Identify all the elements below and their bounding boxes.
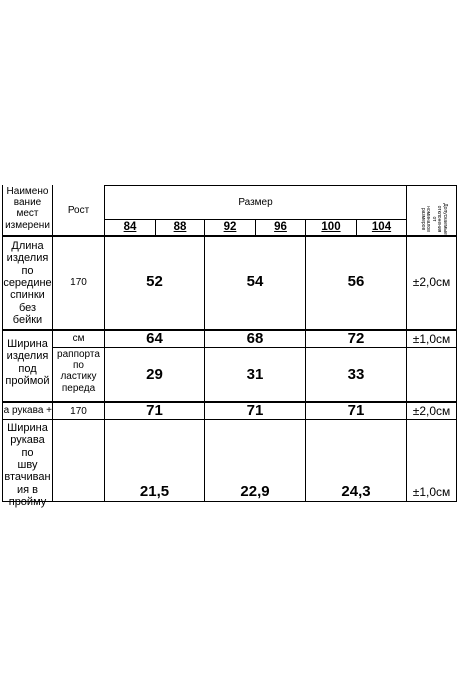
- row-height-back-length: 170: [70, 277, 87, 288]
- size-84: 84: [123, 221, 137, 233]
- row-value-sleeve-100-104: 71: [347, 402, 365, 419]
- row-height-sleeve: 170: [70, 406, 87, 417]
- row-value-sleeve-width-100-104: 24,3: [341, 483, 371, 500]
- header-size-group: Размер: [238, 197, 273, 208]
- row-value-width-underarm-84-88: 29: [146, 366, 163, 383]
- row-tolerance-sleeve-width: ±1,0см: [412, 485, 451, 499]
- header-name-column: Наимено вание мест измерени: [5, 186, 50, 231]
- row-tolerance-sleeve: ±2,0см: [412, 404, 451, 418]
- row-label-back-length: Длина изделия по середине спинки без бейки: [3, 240, 52, 326]
- header-tolerance-column: Допускаемые отклонения от номиналов размеров: [420, 203, 448, 235]
- size-104: 104: [371, 221, 392, 233]
- size-88: 88: [173, 221, 187, 233]
- row-value-width-underarm-92-96: 31: [246, 366, 264, 383]
- row-value-sleeve-92-96: 71: [246, 402, 264, 419]
- grid-line-size-88-92: [204, 219, 205, 502]
- grid-line-bottom: [2, 501, 457, 502]
- grid-line-header-bottom: [2, 235, 457, 237]
- row-value-width-underarm-100-104: 33: [347, 366, 365, 383]
- row-label-sleeve-width: Ширина рукава по шву втачиван ия в пройму: [4, 422, 51, 508]
- row-height-rapport: раппорта по ластику переда: [57, 349, 100, 394]
- row-label-width-underarm: Ширина изделия под проймой: [5, 338, 50, 387]
- row-height-unit: см: [72, 333, 85, 344]
- row-tolerance-2: ±1,0см: [412, 332, 451, 346]
- size-96: 96: [274, 221, 287, 233]
- size-100: 100: [321, 221, 341, 233]
- header-height-column: Рост: [67, 205, 90, 216]
- row-value-back-length-92-96: 54: [246, 273, 264, 290]
- row-value-back-length-100-104: 56: [347, 273, 365, 290]
- row-value-sleeve-width-92-96: 22,9: [240, 483, 270, 500]
- row-value-back-length-84-88: 52: [146, 273, 163, 290]
- row-value-2-84-88: 64: [146, 330, 163, 347]
- row-tolerance-back-length: ±2,0см: [412, 275, 451, 289]
- row-value-2-100-104: 72: [347, 330, 365, 347]
- grid-line-top: [104, 185, 457, 186]
- row-value-2-92-96: 68: [246, 330, 264, 347]
- row-value-sleeve-84-88: 71: [146, 402, 163, 419]
- row-value-sleeve-width-84-88: 21,5: [139, 483, 170, 500]
- grid-line-size-96-100: [305, 219, 306, 502]
- size-92: 92: [223, 221, 237, 233]
- row-label-sleeve: а рукава +: [3, 405, 52, 416]
- grid-line-right: [456, 185, 457, 502]
